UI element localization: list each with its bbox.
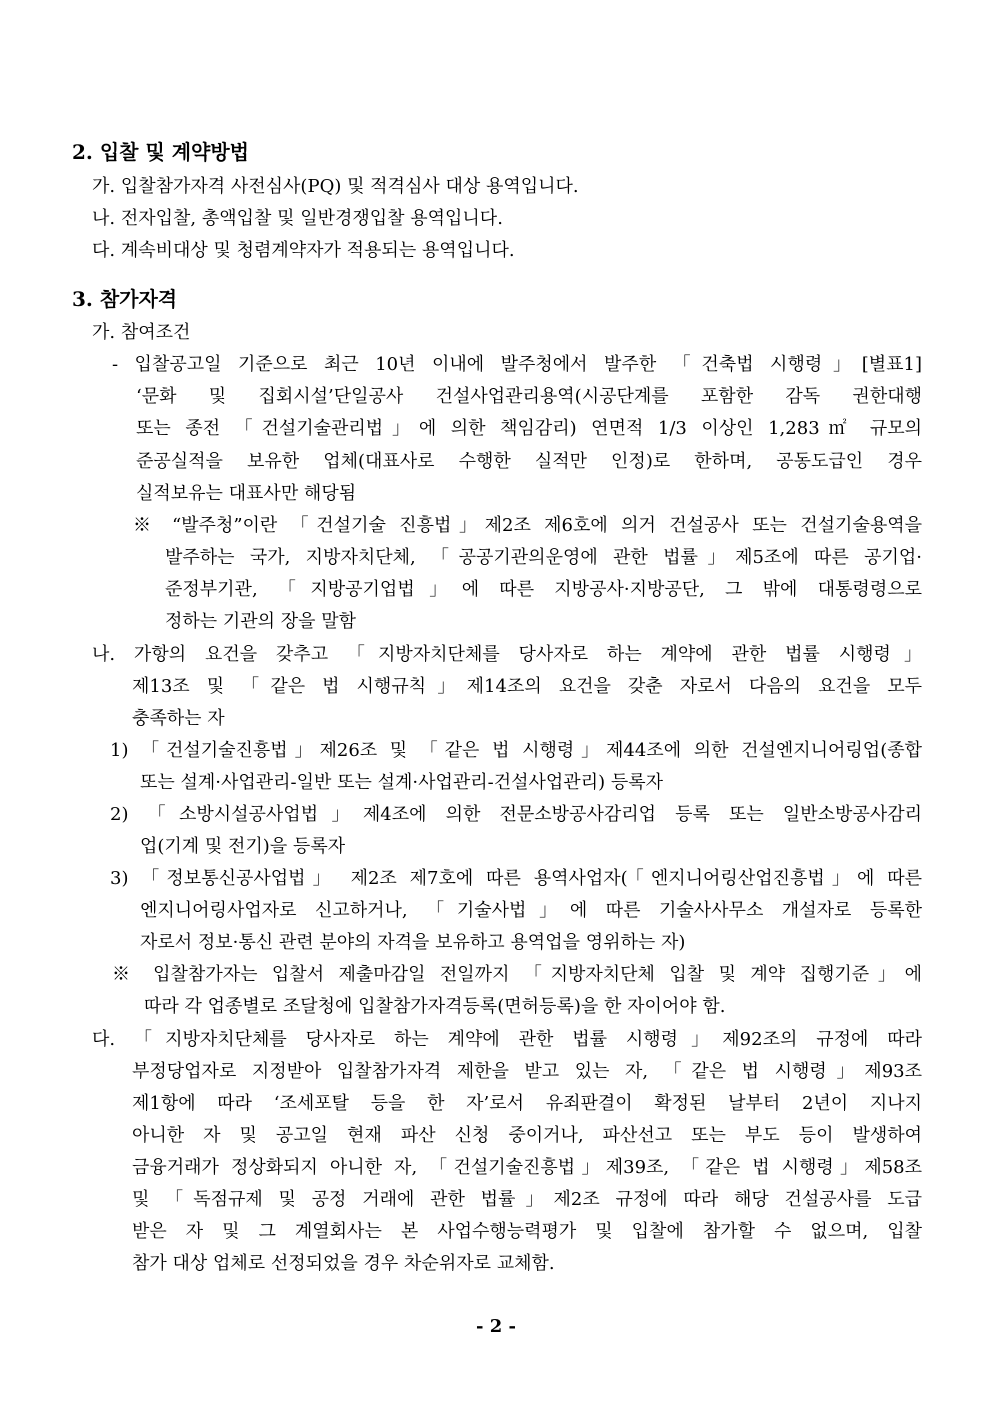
ga-dash-line-5: 실적보유는 대표사만 해당됨 (136, 483, 357, 504)
ga-dash-line-2: ‘문화 및 집회시설’단일공사 건설사업관리용역(시공단계를 포함한 감독 권한대행 (136, 386, 922, 407)
ga-dash-line-1: - 입찰공고일 기준으로 최근 10년 이내에 발주청에서 발주한 「건축법 시행령」[별표1] (112, 354, 922, 375)
ga-note-line-4: 정하는 기관의 장을 말함 (165, 611, 357, 632)
na-line-3: 충족하는 자 (132, 708, 225, 729)
section-2-item-ga: 가. 입찰참가자격 사전심사(PQ) 및 적격심사 대상 용역입니다. (92, 176, 579, 197)
na-line-2: 제13조 및 「같은 법 시행규칙」제14조의 요건을 갖춘 자로서 다음의 요건을 모두 (132, 676, 922, 697)
ga-dash-line-4: 준공실적을 보유한 업체(대표사로 수행한 실적만 인정)로 한하며, 공동도급인 경우 (136, 451, 922, 472)
na-2-line-2: 업(기계 및 전기)을 등록자 (140, 836, 346, 857)
ga-note-line-1: ※ “발주청”이란 「건설기술 진흥법」제2조 제6호에 의거 건설공사 또는 건설기술용역을 (133, 515, 922, 536)
section-2-item-na: 나. 전자입찰, 총액입찰 및 일반경쟁입찰 용역입니다. (92, 208, 503, 229)
da-line-8: 참가 대상 업체로 선정되었을 경우 차순위자로 교체함. (132, 1253, 555, 1274)
da-line-5: 금융거래가 정상화되지 아니한 자, 「건설기술진흥법」제39조, 「같은 법 시행령」제58조 (132, 1157, 922, 1178)
da-line-3: 제1항에 따라 ‘조세포탈 등을 한 자’로서 유죄판결이 확정된 날부터 2년이 지나지 (132, 1093, 922, 1114)
da-line-4: 아니한 자 및 공고일 현재 파산 신청 중이거나, 파산선고 또는 부도 등이 발생하여 (132, 1125, 922, 1146)
na-3-line-2: 엔지니어링사업자로 신고하거나, 「기술사법」에 따른 기술사사무소 개설자로 등록한 (140, 900, 922, 921)
na-note-line-2: 따라 각 업종별로 조달청에 입찰참가자격등록(면허등록)을 한 자이어야 함. (144, 996, 726, 1017)
ga-note-line-2: 발주하는 국가, 지방자치단체, 「공공기관의운영에 관한 법률」제5조에 따른 공기업· (165, 547, 922, 568)
na-2-line-1: 2) 「소방시설공사업법」제4조에 의한 전문소방공사감리업 등록 또는 일반소방공사감리 (110, 804, 922, 825)
ga-dash-line-3: 또는 종전 「건설기술관리법」에 의한 책임감리) 연면적 1/3 이상인 1,283㎡ 규모의 (136, 418, 922, 439)
section-3-ga-title: 가. 참여조건 (92, 322, 191, 343)
section-2-item-da: 다. 계속비대상 및 청렴계약자가 적용되는 용역입니다. (92, 240, 515, 261)
na-3-line-3: 자로서 정보·통신 관련 분야의 자격을 보유하고 용역업을 영위하는 자) (140, 932, 686, 953)
section-2-heading: 2. 입찰 및 계약방법 (72, 140, 250, 164)
na-1-line-2: 또는 설계·사업관리-일반 또는 설계·사업관리-건설사업관리) 등록자 (140, 772, 663, 793)
section-3-heading: 3. 참가자격 (72, 287, 178, 311)
na-3-line-1: 3) 「정보통신공사업법」 제2조 제7호에 따른 용역사업자(「엔지니어링산업진흥법」에 따른 (110, 868, 922, 889)
na-1-line-1: 1) 「건설기술진흥법」제26조 및 「같은 법 시행령」제44조에 의한 건설엔지니어링업(종합 (110, 740, 922, 761)
na-line-1: 나. 가항의 요건을 갖추고 「지방자치단체를 당사자로 하는 계약에 관한 법률 시행령」 (92, 644, 922, 665)
page-number: - 2 - (476, 1316, 516, 1337)
da-line-1: 다. 「지방자치단체를 당사자로 하는 계약에 관한 법률 시행령」제92조의 규정에 따라 (92, 1029, 922, 1050)
na-note-line-1: ※ 입찰참가자는 입찰서 제출마감일 전일까지 「지방자치단체 입찰 및 계약 집행기준」에 (112, 964, 922, 985)
da-line-7: 받은 자 및 그 계열회사는 본 사업수행능력평가 및 입찰에 참가할 수 없으며, 입찰 (132, 1221, 922, 1242)
ga-note-line-3: 준정부기관, 「지방공기업법」에 따른 지방공사·지방공단, 그 밖에 대통령령으로 (165, 579, 922, 600)
da-line-6: 및 「독점규제 및 공정 거래에 관한 법률」제2조 규정에 따라 해당 건설공사를 도급 (132, 1189, 922, 1210)
da-line-2: 부정당업자로 지정받아 입찰참가자격 제한을 받고 있는 자, 「같은 법 시행령」제93조 (132, 1061, 922, 1082)
